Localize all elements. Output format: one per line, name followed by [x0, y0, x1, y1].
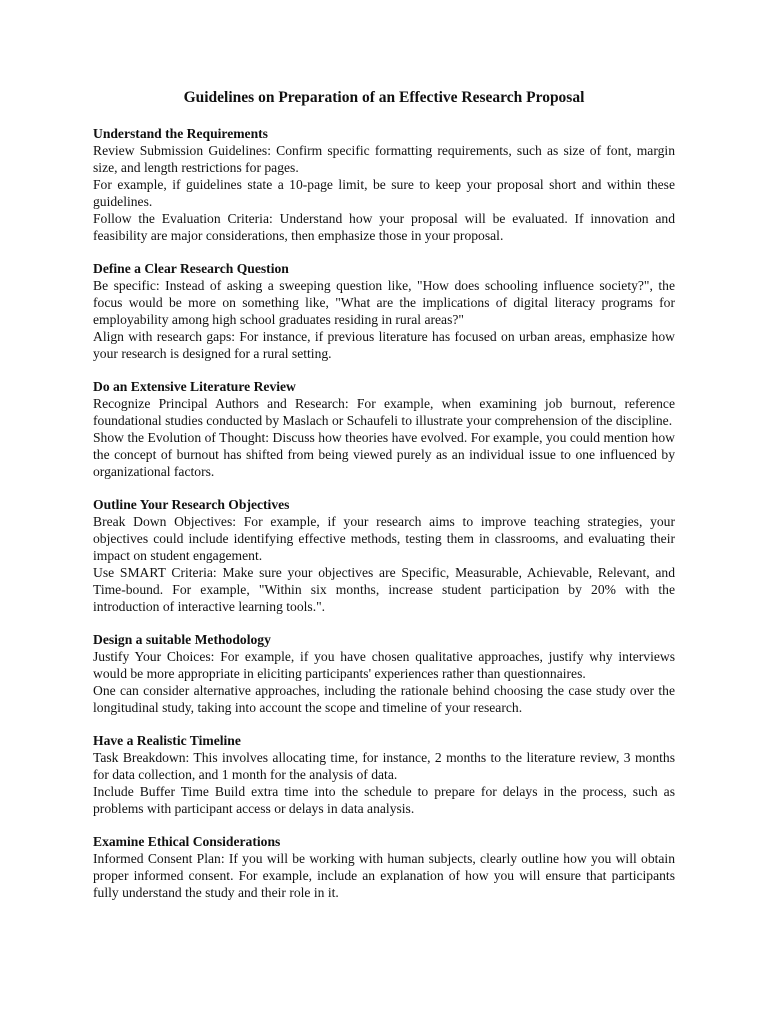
paragraph: Justify Your Choices: For example, if you have chosen qualitative approaches, justify why interviews would be more appropriate in eliciting participants' experiences rather than questionnaires.	[93, 649, 675, 681]
section-heading: Have a Realistic Timeline	[93, 733, 241, 748]
paragraph: Show the Evolution of Thought: Discuss how theories have evolved. For example, you could mention how the concept of burnout has shifted from being viewed purely as an individual issue to one influenced by organizational factors.	[93, 430, 675, 479]
paragraph: Task Breakdown: This involves allocating time, for instance, 2 months to the literature review, 3 months for data collection, and 1 month for the analysis of data.	[93, 750, 675, 782]
section-research-question	[93, 260, 675, 362]
paragraph: Follow the Evaluation Criteria: Understand how your proposal will be evaluated. If innovation and feasibility are major considerations, then emphasize those in your proposal.	[93, 211, 675, 243]
section-heading: Understand the Requirements	[93, 126, 268, 141]
document-page	[93, 88, 675, 917]
section-ethical-considerations	[93, 833, 675, 901]
paragraph: Recognize Principal Authors and Research: For example, when examining job burnout, reference foundational studies conducted by Maslach or Schaufeli to illustrate your comprehension of the discipline.	[93, 396, 675, 428]
section-heading: Examine Ethical Considerations	[93, 834, 281, 849]
paragraph: Break Down Objectives: For example, if your research aims to improve teaching strategies, your objectives could include identifying effective methods, testing them in classrooms, and evaluating their impact on student engagement.	[93, 514, 675, 563]
paragraph: Review Submission Guidelines: Confirm specific formatting requirements, such as size of font, margin size, and length restrictions for pages.	[93, 143, 675, 175]
document-title: Guidelines on Preparation of an Effective Research Proposal	[183, 89, 585, 106]
section-heading: Do an Extensive Literature Review	[93, 379, 296, 394]
section-methodology	[93, 631, 675, 716]
paragraph: One can consider alternative approaches, including the rationale behind choosing the case study over the longitudinal study, taking into account the scope and timeline of your research.	[93, 683, 675, 715]
paragraph: Use SMART Criteria: Make sure your objectives are Specific, Measurable, Achievable, Relevant, and Time-bound. For example, "Within six months, increase student participation by 20% with the introduction of interactive learning tools.".	[93, 565, 675, 614]
paragraph: Include Buffer Time Build extra time into the schedule to prepare for delays in the process, such as problems with participant access or delays in data analysis.	[93, 784, 675, 816]
paragraph: Informed Consent Plan: If you will be working with human subjects, clearly outline how you will obtain proper informed consent. For example, include an explanation of how you will ensure that participants fully understand the study and their role in it.	[93, 851, 675, 900]
section-heading: Design a suitable Methodology	[93, 632, 271, 647]
paragraph: Align with research gaps: For instance, if previous literature has focused on urban areas, emphasize how your research is designed for a rural setting.	[93, 329, 675, 361]
paragraph: Be specific: Instead of asking a sweeping question like, "How does schooling influence society?", the focus would be more on something like, "What are the implications of digital literacy programs for employability among high school graduates residing in rural areas?"	[93, 278, 675, 327]
section-heading: Define a Clear Research Question	[93, 261, 289, 276]
section-understand-requirements	[93, 125, 675, 244]
paragraph: For example, if guidelines state a 10-page limit, be sure to keep your proposal short and within these guidelines.	[93, 177, 675, 209]
section-literature-review	[93, 378, 675, 480]
section-heading: Outline Your Research Objectives	[93, 497, 290, 512]
section-research-objectives	[93, 496, 675, 615]
section-timeline	[93, 732, 675, 817]
